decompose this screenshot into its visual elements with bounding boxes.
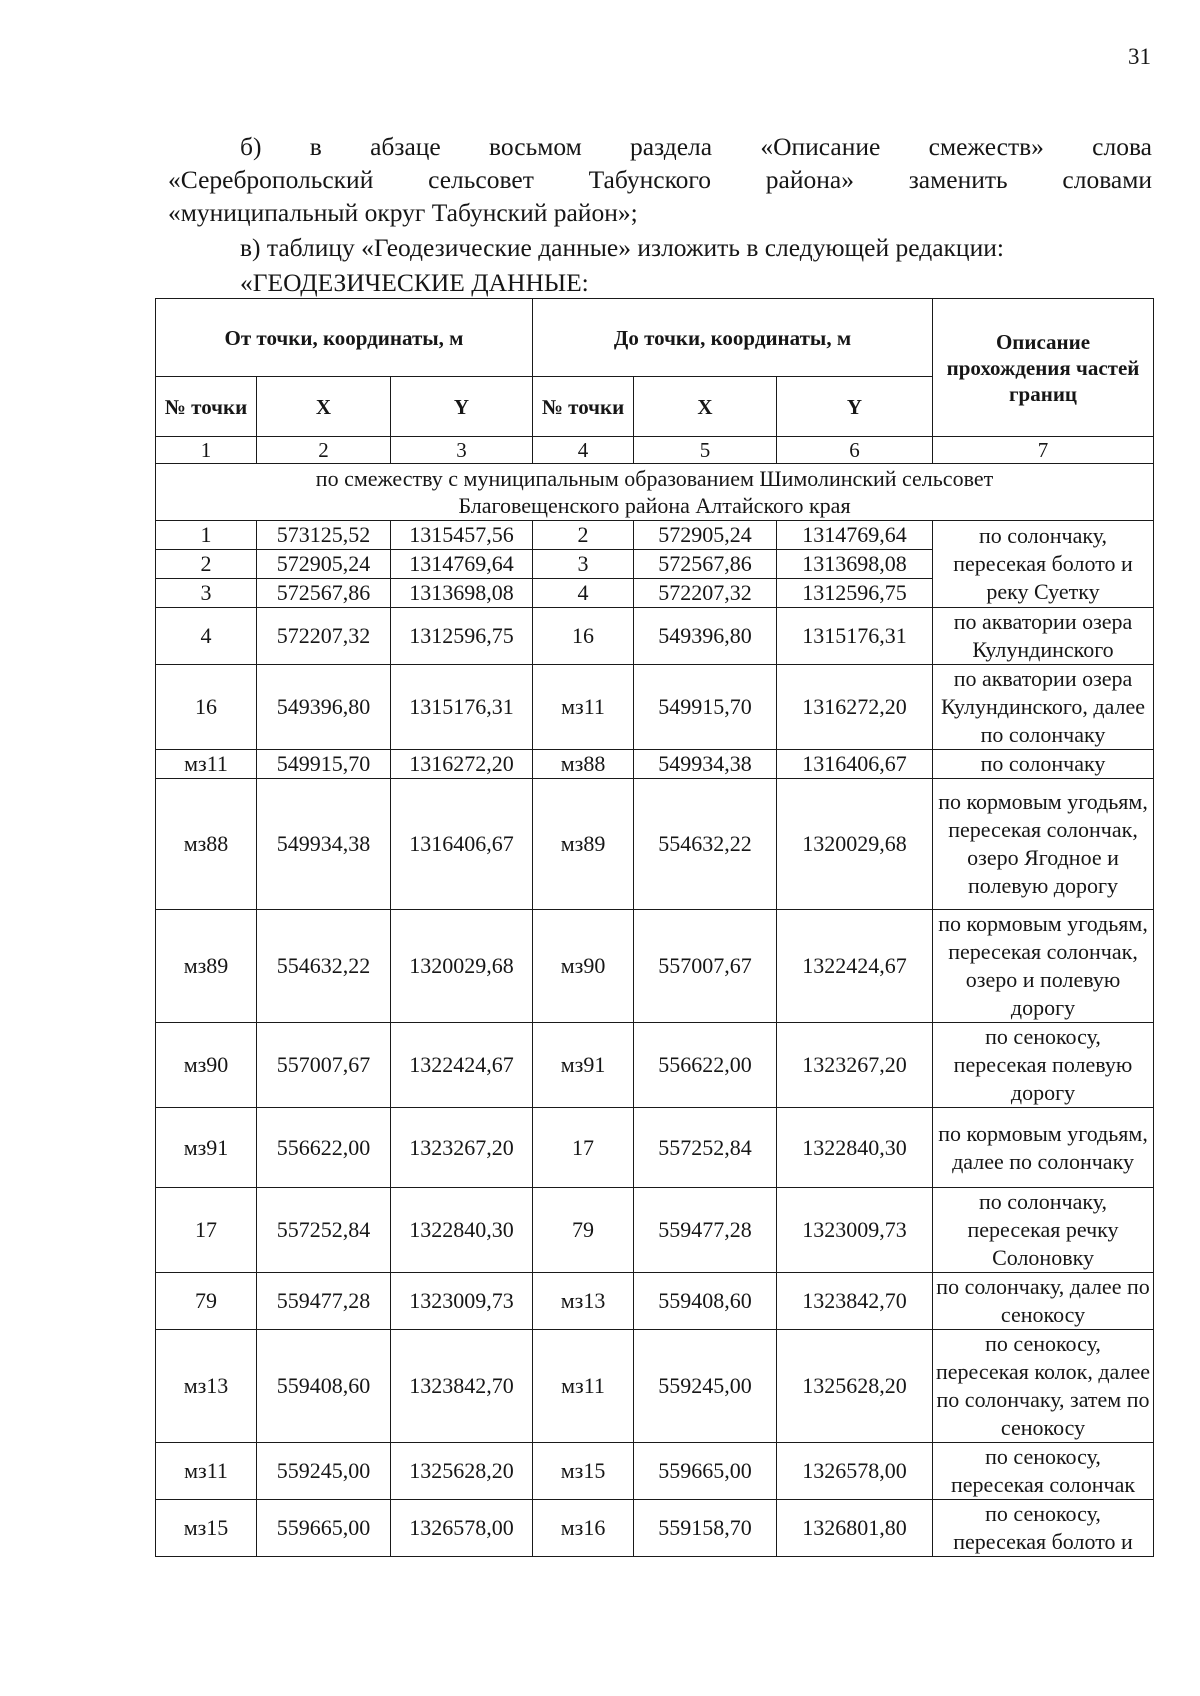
- to-x-cell: 572905,24: [634, 521, 777, 550]
- section-row: [156, 464, 1154, 521]
- description-cell: по солончаку: [933, 750, 1154, 779]
- column-number: 2: [257, 437, 391, 464]
- to-point-no-cell: мз90: [533, 910, 634, 1023]
- description-cell: по сенокосу, пересекая колок, далее по солончаку, затем по сенокосу: [933, 1330, 1154, 1443]
- description-cell: по акватории озера Кулундинского, далее по солончаку: [933, 665, 1154, 750]
- header-from-x: X: [257, 377, 391, 437]
- table-row: [156, 1443, 1154, 1500]
- to-y-cell: 1314769,64: [777, 521, 933, 550]
- table-row: [156, 1273, 1154, 1330]
- table-row: [156, 608, 1154, 665]
- to-point-no-cell: мз11: [533, 665, 634, 750]
- from-y-cell: 1312596,75: [391, 608, 533, 665]
- to-x-cell: 549934,38: [634, 750, 777, 779]
- table-row: [156, 1108, 1154, 1188]
- from-x-cell: 572567,86: [257, 579, 391, 608]
- to-point-no-cell: мз13: [533, 1273, 634, 1330]
- table-row: [156, 750, 1154, 779]
- column-number: 6: [777, 437, 933, 464]
- to-point-no-cell: 3: [533, 550, 634, 579]
- to-y-cell: 1315176,31: [777, 608, 933, 665]
- section-title-line-1: по смежеству с муниципальным образованием Шимолинский сельсовет: [315, 466, 994, 491]
- from-x-cell: 572905,24: [257, 550, 391, 579]
- from-y-cell: 1322424,67: [391, 1023, 533, 1108]
- to-point-no-cell: 4: [533, 579, 634, 608]
- column-number: 5: [634, 437, 777, 464]
- to-x-cell: 572567,86: [634, 550, 777, 579]
- from-point-no-cell: мз15: [156, 1500, 257, 1557]
- from-point-no-cell: 17: [156, 1188, 257, 1273]
- paragraph-b-line-3: «муниципальный округ Табунский район»;: [168, 198, 638, 227]
- to-y-cell: 1322424,67: [777, 910, 933, 1023]
- to-y-cell: 1323009,73: [777, 1188, 933, 1273]
- to-point-no-cell: мз11: [533, 1330, 634, 1443]
- from-point-no-cell: мз11: [156, 750, 257, 779]
- paragraph-b-line-1: б) в абзаце восьмом раздела «Описание смежеств» слова: [240, 132, 1152, 161]
- from-x-cell: 559665,00: [257, 1500, 391, 1557]
- to-x-cell: 549915,70: [634, 665, 777, 750]
- geodetic-data-table: [155, 298, 1154, 1557]
- to-point-no-cell: 79: [533, 1188, 634, 1273]
- to-y-cell: 1313698,08: [777, 550, 933, 579]
- description-cell: по сенокосу, пересекая болото и: [933, 1500, 1154, 1557]
- section-title-line-2: Благовещенского района Алтайского края: [458, 493, 851, 518]
- to-y-cell: 1326578,00: [777, 1443, 933, 1500]
- to-x-cell: 557007,67: [634, 910, 777, 1023]
- to-y-cell: 1322840,30: [777, 1108, 933, 1188]
- header-from-point-no: № точки: [156, 377, 257, 437]
- to-y-cell: 1316406,67: [777, 750, 933, 779]
- from-y-cell: 1320029,68: [391, 910, 533, 1023]
- table-row: [156, 1188, 1154, 1273]
- description-cell: по сенокосу, пересекая солончак: [933, 1443, 1154, 1500]
- to-x-cell: 559158,70: [634, 1500, 777, 1557]
- header-to-x: X: [634, 377, 777, 437]
- table-row: [156, 1023, 1154, 1108]
- to-y-cell: 1312596,75: [777, 579, 933, 608]
- from-y-cell: 1316272,20: [391, 750, 533, 779]
- column-number-row: [156, 437, 1154, 464]
- from-x-cell: 559408,60: [257, 1330, 391, 1443]
- from-point-no-cell: 2: [156, 550, 257, 579]
- to-point-no-cell: мз91: [533, 1023, 634, 1108]
- from-y-cell: 1323267,20: [391, 1108, 533, 1188]
- to-y-cell: 1323842,70: [777, 1273, 933, 1330]
- from-x-cell: 549934,38: [257, 779, 391, 910]
- to-x-cell: 572207,32: [634, 579, 777, 608]
- to-y-cell: 1316272,20: [777, 665, 933, 750]
- column-number: 4: [533, 437, 634, 464]
- from-point-no-cell: 1: [156, 521, 257, 550]
- to-x-cell: 557252,84: [634, 1108, 777, 1188]
- to-x-cell: 559408,60: [634, 1273, 777, 1330]
- from-point-no-cell: мз13: [156, 1330, 257, 1443]
- from-x-cell: 557252,84: [257, 1188, 391, 1273]
- paragraph-b-line-2: «Серебропольский сельсовет Табунского района» заменить словами: [168, 165, 1152, 194]
- description-cell: по солончаку, пересекая болото и реку Суетку: [933, 521, 1154, 608]
- to-point-no-cell: мз88: [533, 750, 634, 779]
- from-x-cell: 559477,28: [257, 1273, 391, 1330]
- from-y-cell: 1323842,70: [391, 1330, 533, 1443]
- description-cell: по сенокосу, пересекая полевую дорогу: [933, 1023, 1154, 1108]
- from-y-cell: 1315457,56: [391, 521, 533, 550]
- to-point-no-cell: мз89: [533, 779, 634, 910]
- header-to-y: Y: [777, 377, 933, 437]
- from-x-cell: 559245,00: [257, 1443, 391, 1500]
- to-point-no-cell: мз16: [533, 1500, 634, 1557]
- description-cell: по кормовым угодьям, далее по солончаку: [933, 1108, 1154, 1188]
- from-x-cell: 549915,70: [257, 750, 391, 779]
- from-x-cell: 554632,22: [257, 910, 391, 1023]
- description-cell: по солончаку, далее по сенокосу: [933, 1273, 1154, 1330]
- section-title: [156, 464, 1154, 521]
- from-point-no-cell: 16: [156, 665, 257, 750]
- column-number: 3: [391, 437, 533, 464]
- paragraph-v: в) таблицу «Геодезические данные» изложить в следующей редакции:: [240, 233, 1004, 262]
- from-y-cell: 1313698,08: [391, 579, 533, 608]
- from-point-no-cell: 4: [156, 608, 257, 665]
- to-y-cell: 1323267,20: [777, 1023, 933, 1108]
- description-cell: по акватории озера Кулундинского: [933, 608, 1154, 665]
- description-cell: по солончаку, пересекая речку Солоновку: [933, 1188, 1154, 1273]
- to-point-no-cell: 17: [533, 1108, 634, 1188]
- column-number: 7: [933, 437, 1154, 464]
- page-number: 31: [1128, 44, 1151, 69]
- from-point-no-cell: 3: [156, 579, 257, 608]
- table-row: [156, 521, 1154, 550]
- to-y-cell: 1326801,80: [777, 1500, 933, 1557]
- from-x-cell: 549396,80: [257, 665, 391, 750]
- table-row: [156, 1500, 1154, 1557]
- from-point-no-cell: мз91: [156, 1108, 257, 1188]
- table-heading: «ГЕОДЕЗИЧЕСКИЕ ДАННЫЕ:: [240, 268, 589, 297]
- to-x-cell: 549396,80: [634, 608, 777, 665]
- header-from-point: От точки, координаты, м: [156, 299, 533, 377]
- from-point-no-cell: 79: [156, 1273, 257, 1330]
- column-number: 1: [156, 437, 257, 464]
- to-point-no-cell: мз15: [533, 1443, 634, 1500]
- to-x-cell: 559477,28: [634, 1188, 777, 1273]
- from-x-cell: 556622,00: [257, 1108, 391, 1188]
- description-cell: по кормовым угодьям, пересекая солончак, озеро и полевую дорогу: [933, 910, 1154, 1023]
- from-point-no-cell: мз90: [156, 1023, 257, 1108]
- header-from-y: Y: [391, 377, 533, 437]
- from-y-cell: 1315176,31: [391, 665, 533, 750]
- from-x-cell: 557007,67: [257, 1023, 391, 1108]
- from-y-cell: 1325628,20: [391, 1443, 533, 1500]
- from-x-cell: 573125,52: [257, 521, 391, 550]
- to-x-cell: 559245,00: [634, 1330, 777, 1443]
- from-point-no-cell: мз89: [156, 910, 257, 1023]
- from-y-cell: 1314769,64: [391, 550, 533, 579]
- to-point-no-cell: 2: [533, 521, 634, 550]
- from-point-no-cell: мз88: [156, 779, 257, 910]
- from-y-cell: 1316406,67: [391, 779, 533, 910]
- to-x-cell: 559665,00: [634, 1443, 777, 1500]
- to-y-cell: 1325628,20: [777, 1330, 933, 1443]
- from-y-cell: 1323009,73: [391, 1273, 533, 1330]
- from-y-cell: 1322840,30: [391, 1188, 533, 1273]
- from-y-cell: 1326578,00: [391, 1500, 533, 1557]
- table-row: [156, 779, 1154, 910]
- to-x-cell: 556622,00: [634, 1023, 777, 1108]
- from-x-cell: 572207,32: [257, 608, 391, 665]
- header-to-point: До точки, координаты, м: [533, 299, 933, 377]
- table-row: [156, 910, 1154, 1023]
- header-description: Описание прохождения частей границ: [933, 299, 1154, 437]
- to-point-no-cell: 16: [533, 608, 634, 665]
- table-row: [156, 665, 1154, 750]
- table-row: [156, 1330, 1154, 1443]
- from-point-no-cell: мз11: [156, 1443, 257, 1500]
- to-y-cell: 1320029,68: [777, 779, 933, 910]
- to-x-cell: 554632,22: [634, 779, 777, 910]
- header-to-point-no: № точки: [533, 377, 634, 437]
- description-cell: по кормовым угодьям, пересекая солончак, озеро Ягодное и полевую дорогу: [933, 779, 1154, 910]
